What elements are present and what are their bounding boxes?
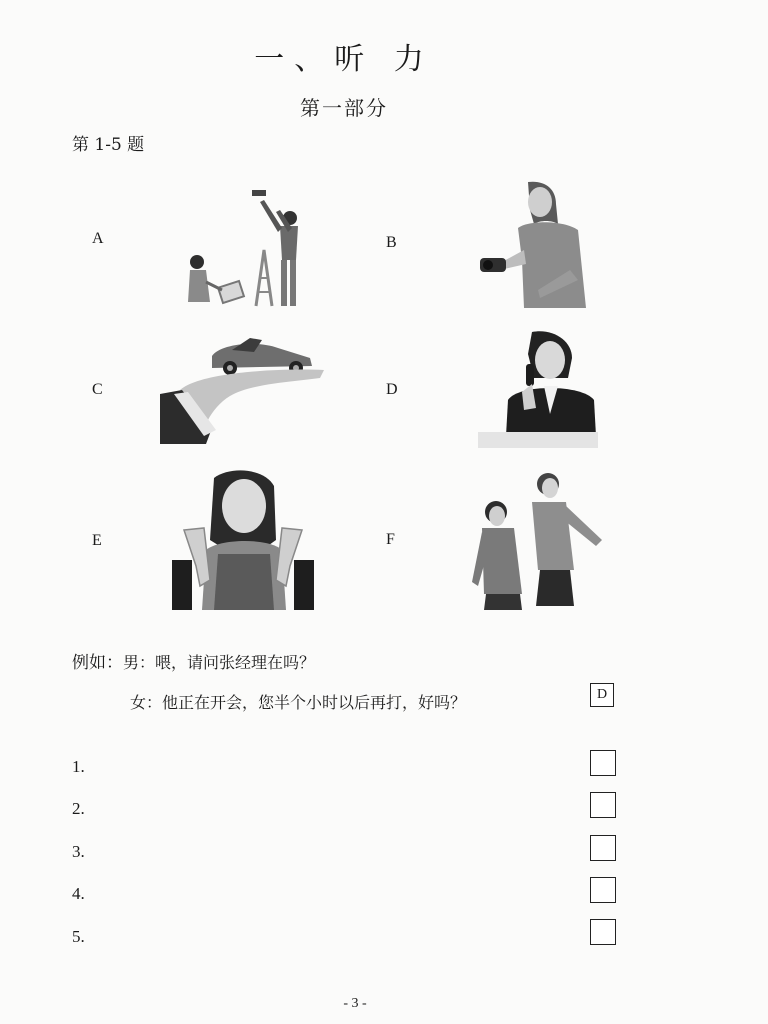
option-letter-e: E bbox=[92, 532, 102, 549]
option-a-picture bbox=[180, 190, 310, 310]
option-letter-a: A bbox=[92, 230, 104, 247]
answer-box[interactable] bbox=[590, 835, 616, 861]
option-d-picture bbox=[478, 328, 598, 448]
example-line-2: 女：他正在开会，您半个小时以后再打，好吗？ bbox=[130, 693, 467, 712]
option-letter-b: B bbox=[386, 234, 397, 251]
section-title: 一、听 力 bbox=[254, 42, 434, 77]
option-letter-d: D bbox=[386, 381, 398, 398]
option-letter-c: C bbox=[92, 381, 103, 398]
option-b-picture bbox=[478, 180, 593, 308]
question-number: 5. bbox=[72, 927, 85, 946]
question-number: 2. bbox=[72, 799, 85, 818]
answer-box[interactable] bbox=[590, 750, 616, 776]
example-line-1: 男：喂，请问张经理在吗？ bbox=[123, 653, 316, 672]
question-number: 3. bbox=[72, 842, 85, 861]
example-answer-box: D bbox=[590, 683, 614, 707]
option-f-picture bbox=[470, 470, 606, 610]
part-title: 第一部分 bbox=[300, 96, 388, 120]
answer-box[interactable] bbox=[590, 792, 616, 818]
answer-box[interactable] bbox=[590, 877, 616, 903]
page-number: - 3 - bbox=[343, 996, 367, 1011]
option-e-picture bbox=[170, 470, 316, 610]
answer-box[interactable] bbox=[590, 919, 616, 945]
option-letter-f: F bbox=[386, 531, 395, 548]
question-number: 4. bbox=[72, 884, 85, 903]
option-c-picture bbox=[160, 332, 326, 444]
question-range: 第 1-5 题 bbox=[72, 135, 145, 155]
example-label: 例如： bbox=[72, 653, 123, 673]
question-number: 1. bbox=[72, 757, 85, 776]
